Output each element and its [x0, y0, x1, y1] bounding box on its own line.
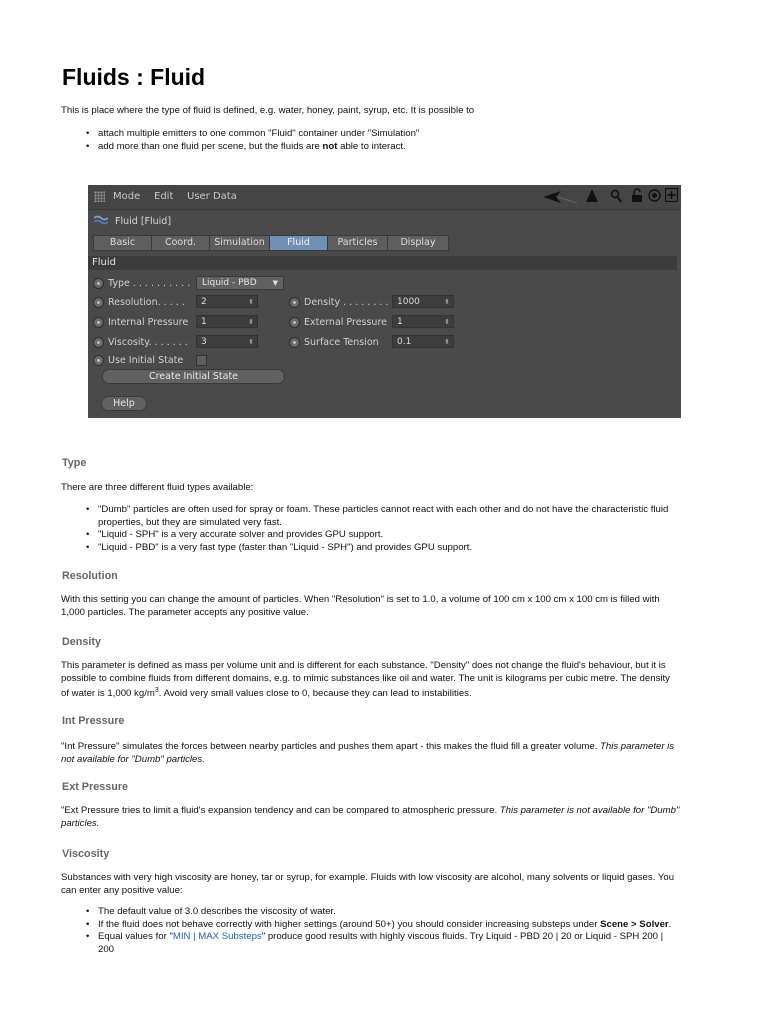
external-pressure-label: External Pressure — [304, 317, 387, 328]
grip-icon[interactable] — [94, 191, 105, 202]
type-intro: There are three different fluid types available: — [61, 482, 254, 493]
animate-type-radio[interactable] — [93, 278, 104, 289]
list-item: • "Liquid - SPH" is a very accurate solver and provides GPU support. — [86, 529, 706, 542]
list-item: • "Dumb" particles are often used for spray or foam. These particles cannot react with each other and do not have the characteristic fluid properties, but they are simulated very fast. — [86, 504, 706, 529]
object-title: Fluid [Fluid] — [115, 216, 172, 227]
list-item: • If the fluid does not behave correctly with higher settings (around 50+) you should consider increasing substeps under Scene > Solver. — [86, 919, 706, 932]
ext-pressure-heading: Ext Pressure — [62, 781, 129, 793]
use-initial-state-checkbox[interactable] — [196, 355, 207, 366]
list-item: • add more than one fluid per scene, but the fluids are not able to interact. — [86, 141, 706, 154]
back-arrow-icon[interactable] — [543, 190, 577, 204]
density-field[interactable]: 1000 ⬍ — [392, 295, 454, 308]
tab-simulation[interactable]: Simulation — [209, 235, 270, 251]
spinner-icon[interactable]: ⬍ — [248, 298, 254, 306]
page-title: Fluids : Fluid — [62, 64, 206, 90]
type-bullet-list — [86, 504, 706, 554]
density-heading: Density — [62, 636, 102, 648]
object-row — [88, 211, 681, 231]
panel-menubar — [88, 185, 681, 210]
density-text: This parameter is defined as mass per volume unit and is different for each substance. "Density" does not change the fluid's behaviour, but it is possible to combine fluids from different domains, e.g. to mimic substances like oil and water. The unit is kilograms per cubic metre. The density of water is 1,000 $kg/m^3$. Avoid very small values close to 0, because they can lead to instabilities. — [61, 660, 670, 700]
animate-resolution-radio[interactable] — [93, 297, 104, 308]
attribute-panel — [88, 185, 681, 418]
chevron-down-icon: ▼ — [272, 279, 278, 287]
tab-display[interactable]: Display — [387, 235, 449, 251]
internal-pressure-field[interactable]: 1 ⬍ — [196, 315, 258, 328]
menu-user-data[interactable]: User Data — [187, 191, 237, 202]
list-item: • Equal values for "MIN | MAX Substeps" produce good results with highly viscous fluids. Try Liquid - PBD 20 | 20 or Liquid - SPH 200 | 200 — [86, 931, 706, 956]
surface-tension-field[interactable]: 0.1 ⬍ — [392, 335, 454, 348]
fluid-object-icon — [94, 215, 108, 225]
spinner-icon[interactable]: ⬍ — [444, 318, 450, 326]
viscosity-bullet-list — [86, 906, 706, 956]
tab-particles[interactable]: Particles — [327, 235, 388, 251]
intro-text: This is place where the type of fluid is defined, e.g. water, honey, paint, syrup, etc. It is possible to — [61, 105, 475, 116]
resolution-label: Resolution. . . . . — [108, 297, 185, 308]
spinner-icon[interactable]: ⬍ — [444, 298, 450, 306]
spinner-icon[interactable]: ⬍ — [248, 338, 254, 346]
use-initial-state-label: Use Initial State — [108, 355, 184, 366]
density-label: Density . . . . . . . . — [304, 297, 389, 308]
animate-viscosity-radio[interactable] — [93, 337, 104, 348]
section-header — [88, 256, 677, 270]
animate-surface-tension-radio[interactable] — [289, 337, 300, 348]
lock-icon[interactable] — [631, 188, 643, 203]
viscosity-field[interactable]: 3 ⬍ — [196, 335, 258, 348]
external-pressure-field[interactable]: 1 ⬍ — [392, 315, 454, 328]
tab-fluid[interactable]: Fluid — [269, 235, 328, 251]
intro-bullet-list — [86, 128, 706, 153]
animate-external-pressure-radio[interactable] — [289, 317, 300, 328]
ext-pressure-text: "Ext Pressure tries to limit a fluid's expansion tendency and can be compared to atmospheric pressure. This parameter is not available for "Dumb" particles. — [61, 805, 680, 829]
cursor-up-icon[interactable] — [586, 189, 598, 203]
target-icon[interactable] — [648, 189, 661, 202]
viscosity-text: Substances with very high viscosity are honey, tar or syrup, for example. Fluids with low viscosity are alcohol, many solvents or liquid gases. You can enter any positive value: — [61, 872, 675, 896]
type-label: Type . . . . . . . . . . — [108, 278, 191, 289]
internal-pressure-label: Internal Pressure — [108, 317, 189, 328]
spinner-icon[interactable]: ⬍ — [444, 338, 450, 346]
menu-mode[interactable]: Mode — [113, 191, 141, 202]
animate-use-initial-state-radio[interactable] — [93, 355, 104, 366]
help-button[interactable]: Help — [101, 396, 147, 411]
int-pressure-heading: Int Pressure — [62, 715, 125, 727]
animate-internal-pressure-radio[interactable] — [93, 317, 104, 328]
search-icon[interactable] — [610, 189, 622, 203]
list-item: • "Liquid - PBD" is a very fast type (faster than "Liquid - SPH") and provides GPU support. — [86, 542, 706, 555]
animate-density-radio[interactable] — [289, 297, 300, 308]
viscosity-label: Viscosity. . . . . . . — [108, 337, 188, 348]
list-item: • The default value of 3.0 describes the viscosity of water. — [86, 906, 706, 919]
spinner-icon[interactable]: ⬍ — [248, 318, 254, 326]
tab-basic[interactable]: Basic — [93, 235, 152, 251]
surface-tension-label: Surface Tension — [304, 337, 379, 348]
viscosity-heading: Viscosity — [62, 848, 110, 860]
resolution-field[interactable]: 2 ⬍ — [196, 295, 258, 308]
min-max-substeps-link[interactable]: MIN | MAX Substeps — [172, 931, 262, 942]
tab-coord[interactable]: Coord. — [151, 235, 210, 251]
resolution-text: With this setting you can change the amount of particles. When "Resolution" is set to 1.0, a volume of 100 cm x 100 cm x 100 cm is filled with 1,000 particles. The parameter accepts any positive value. — [61, 594, 660, 618]
list-item: • attach multiple emitters to one common "Fluid" container under "Simulation" — [86, 128, 706, 141]
type-heading: Type — [62, 457, 87, 469]
menu-edit[interactable]: Edit — [154, 191, 174, 202]
type-dropdown[interactable]: Liquid - PBD ▼ — [196, 276, 284, 290]
new-panel-icon[interactable] — [665, 188, 678, 202]
section-title: Fluid — [92, 257, 116, 268]
create-initial-state-button[interactable]: Create Initial State — [102, 369, 285, 384]
resolution-heading: Resolution — [62, 570, 118, 582]
int-pressure-text: "Int Pressure" simulates the forces between nearby particles and pushes them apart - this makes the fluid fill a greater volume. This parameter is not available for "Dumb" particles. — [61, 741, 675, 765]
